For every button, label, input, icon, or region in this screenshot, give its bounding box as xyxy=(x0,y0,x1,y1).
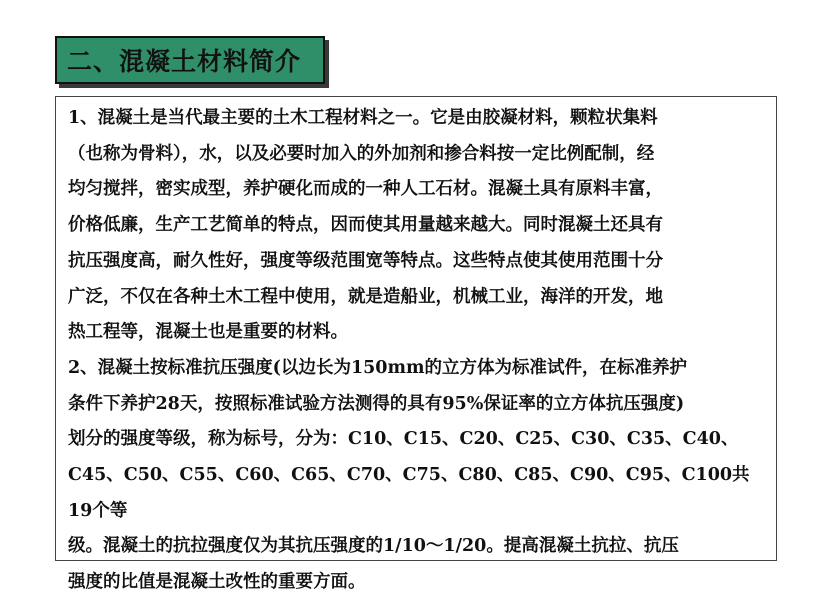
paragraph-1: 1、混凝土是当代最主要的土木工程材料之一。它是由胶凝材料，颗粒状集料 （也称为骨料），水，以及必要时加入的外加剂和掺合料按一定比例配制，经 均匀搅拌，密实成型，养护硬化而成的一种人工石材。混凝土具有原料丰富， 价格低廉，生产工艺简单的特点，因而使其用量越来越大。同时混凝土还具有 抗压强度高，耐久性好，强度等级范围宽等特点。这些特点使其使用范围十分 广泛，不仅在各种土木工程中使用，就是造船业，机械工业，海洋的开发，地 热工程等，混凝土也是重要的材料。 xyxy=(68,108,663,343)
section-title: 二、混凝土材料简介 xyxy=(67,47,302,76)
content-box xyxy=(55,96,777,593)
paragraph-2: 2、混凝土按标准抗压强度(以边长为150mm的立方体为标准试件，在标准养护 条件下养护28天，按照标准试验方法测得的具有95%保证率的立方体抗压强度) 划分的强度等级，称为标号，分为：C10、C15、C20、C25、C30、C35、C40、 C45、C50、C55、C60、C65、C70、C75、C80、C85、C90、C95、C100共19个等 级。混凝土的抗拉强度仅为其抗压强度的1/10～1/20。提高混凝土抗拉、抗压 强度的比值是混凝土改性的重要方面。 xyxy=(68,357,750,593)
section-title-box xyxy=(55,36,325,84)
